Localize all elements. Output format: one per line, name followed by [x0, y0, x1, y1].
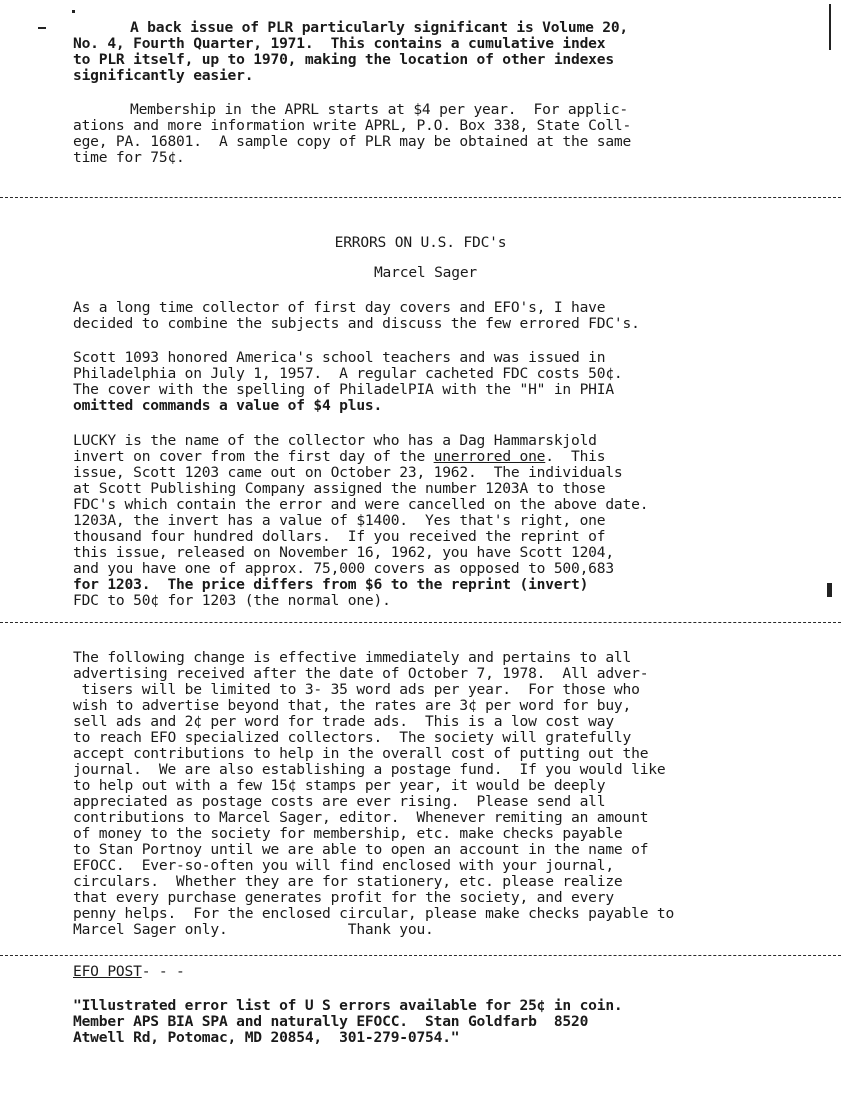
- section-divider: [0, 622, 841, 623]
- efo-post-line: "Illustrated error list of U S errors available for 25¢ in coin.: [73, 997, 623, 1014]
- notice-line: contributions to Marcel Sager, editor. Whenever remiting an amount: [73, 809, 649, 826]
- intro-p1-line: No. 4, Fourth Quarter, 1971. This contains a cumulative index: [73, 35, 606, 52]
- notice-line: advertising received after the date of October 7, 1978. All adver-: [73, 665, 649, 682]
- article-p3-line: and you have one of approx. 75,000 covers as opposed to 500,683: [73, 560, 614, 577]
- notice-line: wish to advertise beyond that, the rates are 3¢ per word for buy,: [73, 697, 632, 714]
- efo-post-heading-line: [73, 964, 793, 980]
- notice-line: appreciated as postage costs are ever rising. Please send all: [73, 793, 606, 810]
- article-p2-line: omitted commands a value of $4 plus.: [73, 397, 383, 414]
- article-p3-line: LUCKY is the name of the collector who has a Dag Hammarskjold: [73, 432, 597, 449]
- notice-line: The following change is effective immediately and pertains to all: [73, 649, 632, 666]
- notice-line: to Stan Portnoy until we are able to open an account in the name of: [73, 841, 649, 858]
- notice-line: EFOCC. Ever-so-often you will find enclosed with your journal,: [73, 857, 614, 874]
- efo-post-heading-block: [73, 964, 793, 980]
- intro-p1-line: to PLR itself, up to 1970, making the location of other indexes: [73, 51, 614, 68]
- section-divider: [0, 197, 841, 198]
- intro-p1-line: significantly easier.: [73, 67, 254, 84]
- intro-paragraph-2: [73, 102, 793, 166]
- efo-post-line: Atwell Rd, Potomac, MD 20854, 301-279-0754.": [73, 1029, 460, 1046]
- article-p3-line: 1203A, the invert has a value of $1400. Yes that's right, one: [73, 512, 606, 529]
- intro-p2-line: ations and more information write APRL, P.O. Box 338, State Coll-: [73, 117, 632, 134]
- article-p3-line: FDC's which contain the error and were cancelled on the above date.: [73, 496, 649, 513]
- notice-line: journal. We are also establishing a postage fund. If you would like: [73, 761, 666, 778]
- article-p1-line: decided to combine the subjects and discuss the few errored FDC's.: [73, 315, 640, 332]
- notice-line: of money to the society for membership, etc. make checks payable: [73, 825, 623, 842]
- article-p2-line: Scott 1093 honored America's school teachers and was issued in: [73, 349, 606, 366]
- article-p3-line-underlined: [73, 449, 793, 465]
- article-title: ERRORS ON U.S. FDC's: [334, 234, 507, 251]
- notice-line: to help out with a few 15¢ stamps per year, it would be deeply: [73, 777, 606, 794]
- notice-line: Marcel Sager only. Thank you.: [73, 921, 434, 938]
- article-p3-line: FDC to 50¢ for 1203 (the normal one).: [73, 592, 391, 609]
- article-p2-line: Philadelphia on July 1, 1957. A regular cacheted FDC costs 50¢.: [73, 365, 623, 382]
- efo-post-ad: [73, 998, 793, 1046]
- intro-p2-line: time for 75¢.: [73, 149, 185, 166]
- notice-line: accept contributions to help in the overall cost of putting out the: [73, 745, 649, 762]
- article-p3-pre: invert on cover from the first day of the: [73, 448, 434, 465]
- article-author-block: [0, 265, 841, 281]
- article-paragraph-2: [73, 350, 793, 414]
- article-p3-line: for 1203. The price differs from $6 to the reprint (invert): [73, 576, 589, 593]
- margin-bar: [827, 583, 832, 597]
- intro-p2-line: Membership in the APRL starts at $4 per year. For applic-: [130, 101, 628, 118]
- article-p3-line: this issue, released on November 16, 1962, you have Scott 1204,: [73, 544, 614, 561]
- article-p3-line: issue, Scott 1203 came out on October 23, 1962. The individuals: [73, 464, 623, 481]
- intro-p1-line: A back issue of PLR particularly significant is Volume 20,: [130, 19, 628, 36]
- notice-line: to reach EFO specialized collectors. The society will gratefully: [73, 729, 632, 746]
- notice-line: sell ads and 2¢ per word for trade ads. This is a low cost way: [73, 713, 614, 730]
- underlined-phrase: unerrored one: [433, 448, 546, 465]
- intro-p2-line: ege, PA. 16801. A sample copy of PLR may be obtained at the same: [73, 133, 632, 150]
- article-paragraph-1: [73, 300, 793, 332]
- margin-bar: [829, 4, 831, 50]
- article-p3-line: thousand four hundred dollars. If you received the reprint of: [73, 528, 606, 545]
- advertising-notice: [73, 650, 793, 938]
- section-divider: [0, 955, 841, 956]
- article-paragraph-3: [73, 433, 793, 609]
- scan-speck: [38, 27, 46, 29]
- article-author: Marcel Sager: [373, 264, 478, 281]
- notice-line: circulars. Whether they are for stationery, etc. please realize: [73, 873, 623, 890]
- article-p3-post: . This: [545, 448, 606, 465]
- article-p3-line: at Scott Publishing Company assigned the number 1203A to those: [73, 480, 606, 497]
- notice-line: tisers will be limited to 3- 35 word ads per year. For those who: [73, 681, 640, 698]
- article-p2-line: The cover with the spelling of PhiladelPIA with the "H" in PHIA: [73, 381, 614, 398]
- notice-line: penny helps. For the enclosed circular, please make checks payable to: [73, 905, 675, 922]
- article-title-block: [0, 235, 841, 251]
- efo-post-heading: EFO POST: [73, 963, 142, 980]
- efo-post-heading-tail: - - -: [141, 963, 185, 980]
- scan-speck: [72, 10, 75, 13]
- notice-line: that every purchase generates profit for the society, and every: [73, 889, 614, 906]
- efo-post-line: Member APS BIA SPA and naturally EFOCC. Stan Goldfarb 8520: [73, 1013, 589, 1030]
- article-p1-line: As a long time collector of first day covers and EFO's, I have: [73, 299, 606, 316]
- intro-paragraph-1: [73, 20, 793, 84]
